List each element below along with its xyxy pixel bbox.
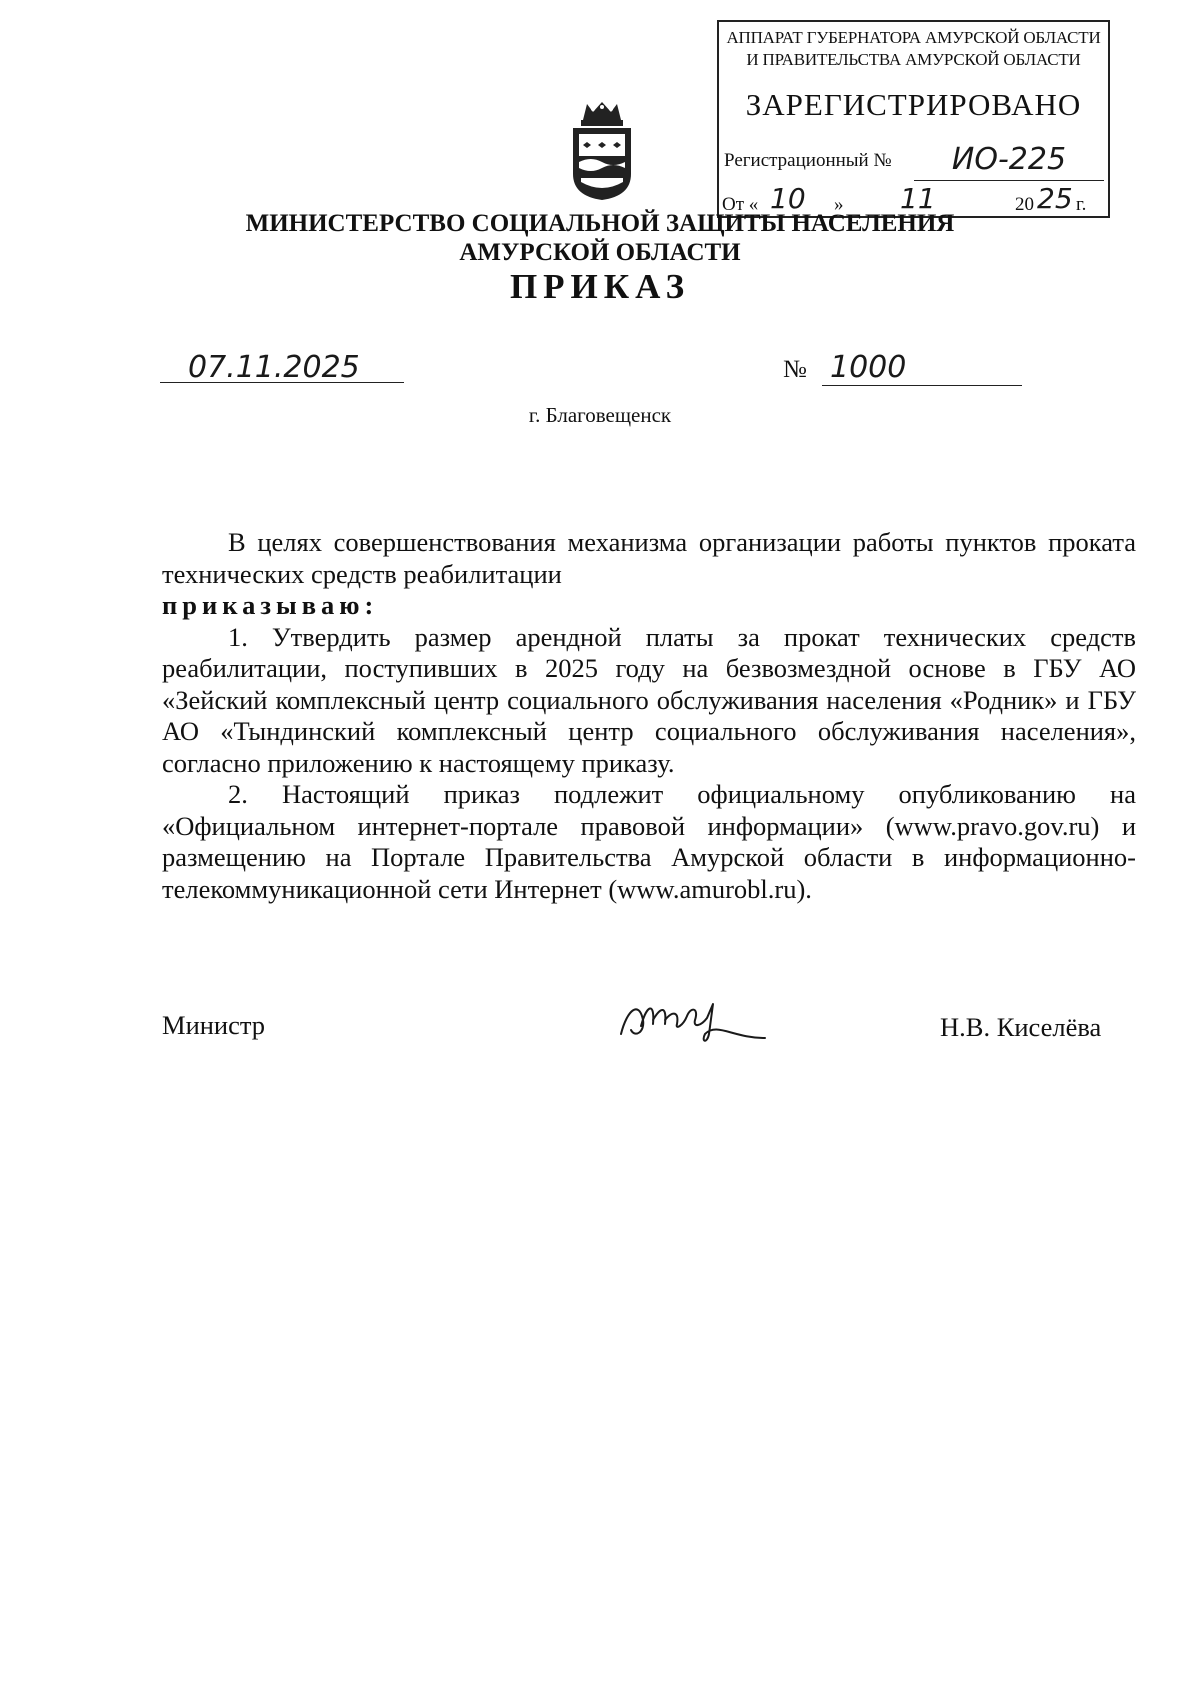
order-item-1: 1. Утвердить размер арендной платы за прокат технических средств реабилитации, поступивших в 2025 году на безвозмездной основе в ГБУ АО «Зейский комплексный центр социального обслуживания населения «Родник» и ГБУ АО «Тындинский комплексный центр социального обслуживания населения», согласно приложению к настоящему приказу. [162,621,1136,778]
stamp-year-suffix: 25 [1037,182,1073,215]
signatory-name: Н.В. Киселёва [940,1012,1102,1042]
city: г. Благовещенск [528,403,672,427]
stamp-reg-label: Регистрационный № [724,150,892,171]
order-body [162,527,1136,905]
stamp-year-prefix: 20 [1015,194,1034,215]
order-number: 1000 [830,350,907,385]
registration-stamp [717,20,1110,218]
order-date: 07.11.2025 [188,350,360,385]
stamp-date-prefix: От « [722,194,759,215]
stamp-reg-number: ИО-225 [914,142,1104,181]
stamp-date-day: 10 [770,182,806,215]
order-number-underline [822,385,1022,386]
stamp-year-unit: г. [1076,194,1087,215]
order-word: приказываю: [162,590,379,620]
stamp-org-line2: И ПРАВИТЕЛЬСТВА АМУРСКОЙ ОБЛАСТИ [746,50,1081,69]
handwritten-signature [617,990,767,1050]
stamp-title: ЗАРЕГИСТРИРОВАНО [745,87,1082,122]
stamp-date-month: 11 [900,182,936,215]
number-sign: № [783,356,807,383]
preamble: В целях совершенствования механизма организации работы пунктов проката технических средств реабилитации [162,527,1136,589]
ministry-title: МИНИСТЕРСТВО СОЦИАЛЬНОЙ ЗАЩИТЫ НАСЕЛЕНИЯ [245,210,955,237]
signatory-position: Министр [162,1010,266,1040]
order-item-2: 2. Настоящий приказ подлежит официальному опубликованию на «Официальном интернет-портале правовой информации» (www.pravo.gov.ru) и размещению на Портале Правительства Амурской области в информационно-телекоммуникационной сети Интернет (www.amurobl.ru). [162,779,1136,904]
region-title: АМУРСКОЙ ОБЛАСТИ [459,239,741,266]
stamp-date-quote-close: » [834,194,844,215]
document-type: ПРИКАЗ [509,267,691,306]
order-date-underline [160,382,404,383]
stamp-org-line1: АППАРАТ ГУБЕРНАТОРА АМУРСКОЙ ОБЛАСТИ [726,28,1101,47]
coat-of-arms-icon [569,98,635,202]
